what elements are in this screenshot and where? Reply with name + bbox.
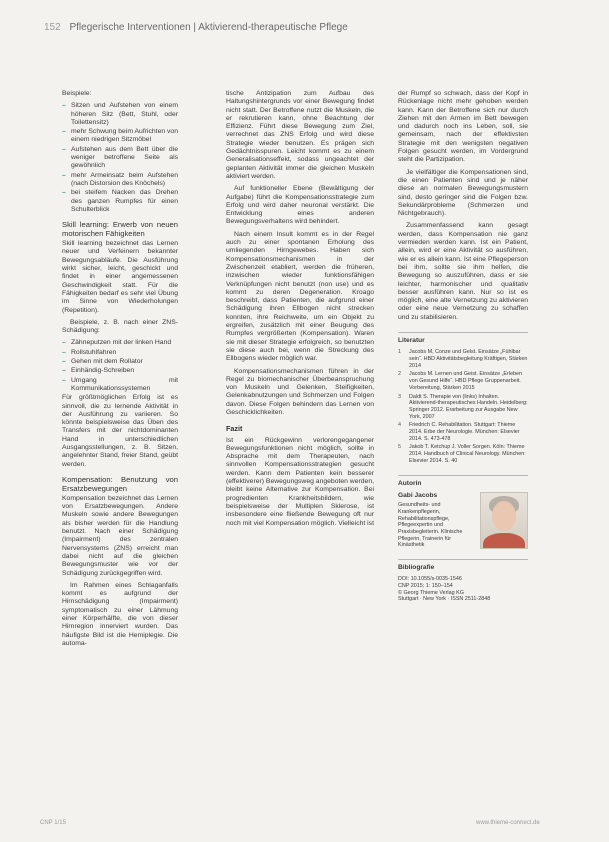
divider xyxy=(398,332,528,333)
author-photo-face xyxy=(492,501,516,531)
list-item: – Aufstehen aus dem Bett über die weniger betroffene Seite als gewöhnlich xyxy=(62,146,178,171)
footer-website: www.thieme-connect.de xyxy=(476,820,540,826)
bibliography-line: © Georg Thieme Verlag KG xyxy=(398,589,464,596)
references-title: Literatur xyxy=(398,337,425,345)
paragraph: Im Rahmen eines Schlaganfalls kommt es aufgrund der Hirnschädigung (Impairment) symptomatisch zu einer Lähmung einer Körperhälfte, die von dieser Hirnregion innerviert wurden. Das häufigste Bild ist die Hemiplegie. Die automa- xyxy=(62,581,178,647)
column-left xyxy=(62,90,178,652)
paragraph: Für größtmöglichen Erfolg ist es sinnvoll, die zu lernende Aktivität in der Ausführung zu variieren. So könnte beispielsweise das Üben des Transfers mit der nichtdominanten Hand in unterschiedlichen Ausgangsstellungen, z. B. Sitzen, angelehnter Stand, freier Stand, geübt werden. xyxy=(62,394,178,468)
list-item: – Einhändig-Schreiben xyxy=(62,367,178,375)
section-heading-kompensation: Kompensation: Benutzung von Ersatzbewegungen xyxy=(62,474,178,493)
section-heading-fazit: Fazit xyxy=(226,424,243,434)
author-photo xyxy=(480,492,528,549)
paragraph: Auf funktioneller Ebene (Bewältigung der Aufgabe) führt die Kompensationsstrategie zum Erfolg und wird daher neuronal verstärkt. Die Entwicklung eines anderen Bewegungsverhaltens wird behindert. xyxy=(226,185,374,226)
column-middle xyxy=(226,90,374,532)
paragraph: Zusammenfassend kann gesagt werden, dass Kompensation nie ganz vermieden werden kann. Ist ein Patient, allein, wird er eine Aktivität so ausführen, wie er es allein kann. Ist eine Pflegeperson bei ihm, sollte sie ihm helfen, die Bewegung so auszuführen, dass er sie leichter, harmonischer und qualitativ besser ausführen kann. Nur so ist es möglich, eine alte Vernetzung zu aktivieren oder eine neue Vernetzung zu schaffen und zu stabilisieren. xyxy=(398,222,528,321)
examples-list xyxy=(62,102,178,214)
author-photo-body xyxy=(483,533,525,549)
reference-item: 4 Friedrich C. Rehabilitation. Stuttgart: Thieme 2014. Erbe der Neurologie. München: Elsevier 2014. S. 473-478 xyxy=(398,422,528,442)
bibliography-line: CNP 2015; 1: 150–154 xyxy=(398,583,453,590)
reference-item: 5 Jakob T. Ketchup J. Voller Sorgen. Köln: Thieme 2014. Handbuch of Clinical Neurology. München: Elsevier 2014. S. 40 xyxy=(398,444,528,464)
paragraph: tische Antizipation zum Aufbau des Haltungshintergrunds vor einer Bewegung findet nicht statt. Der Betroffene nutzt die Muskeln, die er rekrutieren kann, ohne Beachtung der Effizienz. Führt diese Bewegung zum Ziel, verrechnet das ZNS Erfolg und wird diese Strategie wieder benutzen. Es prägen sich Gedächtnisspuren. Leicht kommt es zu einem Generalisationseffekt, sodass ungeachtet der geplanten Aktivität immer die gleichen Muskeln aktiviert werden. xyxy=(226,90,374,180)
divider xyxy=(398,559,528,560)
list-item: – Zähneputzen mit der linken Hand xyxy=(62,339,178,347)
references-list xyxy=(398,349,528,464)
examples-list-zns xyxy=(62,339,178,393)
paragraph: Kompensation bezeichnet das Lernen von Ersatzbewegungen. Andere Muskeln sowie andere Bewegungen als bisher werden für die Handlung benutzt. Nach einer Schädigung (Impairment) des zentralen Nervensystems (ZNS) erreicht man dabei nicht auf die gleichen Bewegungsmuster wie vor der Schädigung zurückgegriffen wird. xyxy=(62,494,178,577)
list-item: – Umgang mit Kommunikationssystemen xyxy=(62,377,178,394)
list-item: – bei steifem Nacken das Drehen des ganzen Rumpfes für einen Schulterblick xyxy=(62,189,178,214)
reference-item: 1 Jacobs M, Conze und Gelst. Einsätze „Fühlbar sein“. HBD Aktivitätsbegleitung Kräftigen, Stärken 2014 xyxy=(398,349,528,369)
paragraph: Je vielfältiger die Kompensationen sind, die einen Patienten sind und je näher diese an normalen Bewegungsmustern sind, desto geringer sind die Folgen bzw. Sekundärprobleme (Schmerzen und Nichtgebrauch). xyxy=(398,168,528,218)
list-item: – Gehen mit dem Rollator xyxy=(62,358,178,366)
running-head-title: Pflegerische Interventionen | Aktivierend-therapeutische Pflege xyxy=(69,22,348,33)
paragraph: Kompensationsmechanismen führen in der Regel zu biomechanischer Überbeanspruchung von Muskeln und Gelenken, Steifigkeiten, Gelenkabnutzungen und Schmerzen und Folgen davon. Diese Folgen behindern das Lernen von Geschicklichkeiten. xyxy=(226,367,374,416)
running-header xyxy=(44,22,348,33)
paragraph: Ist ein Rückgewinn verlorengegangener Bewegungsfunktionen nicht möglich, sollte in Absprache mit dem Therapeuten, nach sinnvollen Kompensationsstrategien gesucht werden. Kann dem Patienten kein besserer (effektiverer) Bewegungsweg angeboten werden, bleibt keine Alternative zur Kompensation. Bei progredienten Krankheitsbildern, wie beispielsweise der Multiplen Sklerose, ist insbesondere eine fließende Bewegung oft nur noch mit viel Kompensation möglich. Vielleicht ist xyxy=(226,436,374,527)
bibliography-title: Bibliografie xyxy=(398,564,435,572)
list-item: – mehr Schwung beim Aufrichten von einem niedrigen Sitzmöbel xyxy=(62,128,178,145)
paragraph: der Rumpf so schwach, dass der Kopf in Rückenlage nicht mehr gehoben werden kann. Kann der Betroffene sich nur durch Ziehen mit den Armen im Bett bewegen und dadurch noch ins Leben, soll, sie gemeinsam, nach der effektivsten Strategie mit den wenigsten negativen Folgen gesucht werden, im Vordergrund steht die Partizipation. xyxy=(398,90,528,164)
paragraph: Skill learning bezeichnet das Lernen neuer und Verfeinern bekannter Bewegungsabläufe. Die Ausführung wirkt sicher, leicht, geschickt und findet in einer angemessenen Geschwindigkeit statt. Für die Fähigkeiten bedarf es sehr viel Übung im Sinne von Wiederholungen (Repetition). xyxy=(62,240,178,314)
divider xyxy=(398,475,528,476)
examples-intro: Beispiele: xyxy=(62,90,92,97)
author-text xyxy=(398,492,474,549)
section-heading-skill-learning: Skill learning: Erwerb von neuen motorischen Fähigkeiten xyxy=(62,220,178,239)
bibliography-line: DOI: 10.1055/s-0035-1546 xyxy=(398,576,462,583)
paragraph: Beispiele, z. B. nach einer ZNS-Schädigung: xyxy=(62,318,178,335)
paragraph: Nach einem Insult kommt es in der Regel auch zu einer spontanen Erholung des umliegenden Hirngewebes. Haben sich Kompensationsmechanismen in der Zwischenzeit etabliert, werden die früheren, inzwischen wieder funktionsfähigen Verknüpfungen nicht benutzt (non use) und es kommt zu deren Degeneration. Kroago beschreibt, dass Patienten, die aufgrund einer Schädigung ihren Ellbogen nicht strecken konnten, ihre Reichweite, um ein Objekt zu ergreifen, zusätzlich mit einer Beugung des Rumpfes vergrößerten (Kompensation). Waren sie mit dieser Strategie erfolgreich, so benutzten sie diese auch bei, wenn die Streckung des Ellbogens wieder möglich war. xyxy=(226,230,374,363)
reference-item: 2 Jacobs M. Lernen und Geist. Einsätze „Erleben von Gesund Hilfe“. HBD Pflege Gruppenarbeit. Vorbereitung, Stärken 2015 xyxy=(398,371,528,391)
list-item: – Sitzen und Aufstehen von einem höheren Sitz (Bett, Stuhl, oder Toilettensitz) xyxy=(62,102,178,127)
author-name: Gabi Jacobs xyxy=(398,491,438,499)
page-number: 152 xyxy=(44,22,61,33)
reference-item: 3 Daldt S. Therapie von (links) Inhalten. Aktivierend-therapeutisches Handeln. Heidelberg: Springer 2012. Erarbeitung zur Ausgabe New York, 2007 xyxy=(398,394,528,421)
column-right xyxy=(398,90,528,603)
author-section-title: Autorin xyxy=(398,479,422,487)
footer-journal: CNP 1/15 xyxy=(40,820,66,826)
list-item: – Rollstuhlfahren xyxy=(62,349,178,357)
list-item: – mehr Armeinsatz beim Aufstehen (nach Distorsion des Knöchels) xyxy=(62,172,178,189)
bibliography-line: Stuttgart · New York · ISSN 2511-2848 xyxy=(398,596,491,603)
author-bio: Gesundheits- und Krankenpflegerin, Rehabilitationspflege, Pflegeexpertin und Praxisbegleiterin. Klinische Pflegerin, Trainerin für Kinästhetik xyxy=(398,502,463,549)
author-box xyxy=(398,492,528,549)
